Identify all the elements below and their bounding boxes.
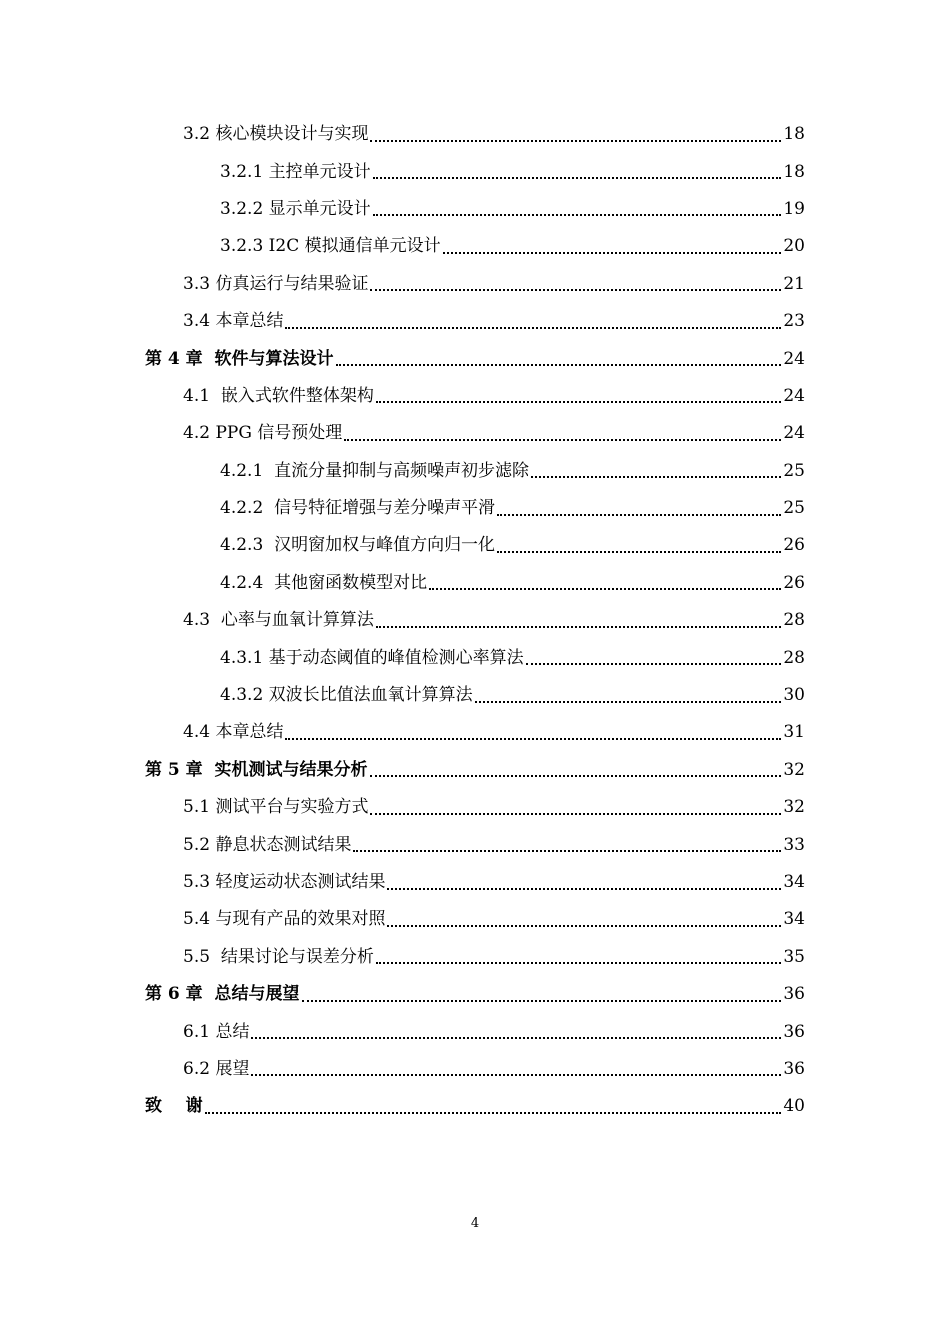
toc-entry-page: 24 [783, 423, 805, 444]
toc-entry[interactable] [0, 228, 950, 265]
toc-entry-page: 28 [783, 610, 805, 631]
toc-entry-page: 34 [783, 872, 805, 892]
toc-entry-title: 4.2 PPG 信号预处理 [183, 423, 343, 444]
toc-entry-page: 23 [783, 311, 805, 332]
toc-entry-title: 4.3.1 基于动态阈值的峰值检测心率算法 [220, 647, 524, 668]
toc-entry-title: 4.2.3 汉明窗加权与峰值方向归一化 [220, 535, 496, 556]
toc-entry-page: 25 [783, 498, 805, 519]
toc-dot-leader [373, 177, 782, 179]
toc-entry[interactable] [0, 639, 950, 676]
toc-entry-page: 26 [783, 572, 805, 593]
toc-entry-title: 6.1 总结 [183, 1021, 250, 1042]
toc-dot-leader [285, 738, 781, 740]
toc-entry[interactable] [0, 1013, 950, 1050]
toc-entry-title: 4.2.4 其他窗函数模型对比 [220, 572, 428, 593]
toc-entry-page: 19 [783, 198, 805, 219]
toc-entry-page: 32 [783, 797, 805, 818]
toc-dot-leader [205, 1112, 782, 1114]
toc-dot-leader [370, 289, 781, 291]
toc-dot-leader [336, 364, 782, 366]
toc-entry-title: 3.2 核心模块设计与实现 [183, 124, 369, 145]
toc-entry[interactable] [0, 901, 950, 938]
toc-entry-page: 25 [783, 460, 805, 481]
toc-entry[interactable] [0, 490, 950, 527]
toc-entry-title: 5.3 轻度运动状态测试结果 [183, 872, 386, 892]
toc-entry-title: 4.2.2 信号特征增强与差分噪声平滑 [220, 498, 496, 519]
toc-entry-title: 第 5 章 实机测试与结果分析 [145, 759, 368, 780]
toc-entry[interactable] [0, 976, 950, 1013]
toc-dot-leader [387, 888, 781, 890]
toc-entry-title: 3.4 本章总结 [183, 311, 284, 332]
toc-entry-title: 3.2.2 显示单元设计 [220, 198, 371, 219]
toc-entry-title: 5.5 结果讨论与误差分析 [183, 946, 374, 967]
toc-entry-title: 致 谢 [145, 1096, 203, 1117]
toc-entry[interactable] [0, 714, 950, 751]
toc-entry-title: 3.2.1 主控单元设计 [220, 161, 371, 182]
toc-entry-page: 33 [783, 834, 805, 855]
toc-dot-leader [302, 1000, 782, 1002]
toc-entry-title: 4.3.2 双波长比值法血氧计算算法 [220, 685, 473, 706]
toc-entry[interactable] [0, 565, 950, 602]
toc-dot-leader [251, 1074, 781, 1076]
toc-dot-leader [376, 962, 782, 964]
toc-dot-leader [376, 401, 782, 403]
toc-entry-page: 26 [783, 535, 805, 556]
toc-entry[interactable] [0, 378, 950, 415]
toc-entry-page: 21 [783, 273, 805, 294]
table-of-contents [0, 116, 950, 1126]
toc-entry-page: 36 [783, 1021, 805, 1042]
toc-dot-leader [497, 551, 781, 553]
toc-dot-leader [531, 476, 781, 478]
toc-entry-page: 20 [783, 236, 805, 257]
toc-entry-title: 第 4 章 软件与算法设计 [145, 348, 334, 369]
toc-entry-page: 18 [783, 124, 805, 145]
toc-dot-leader [497, 514, 781, 516]
toc-entry[interactable] [0, 153, 950, 190]
toc-dot-leader [443, 252, 782, 254]
toc-entry-page: 36 [783, 984, 805, 1005]
toc-entry-title: 3.2.3 I2C 模拟通信单元设计 [220, 236, 441, 257]
toc-entry-page: 24 [783, 385, 805, 406]
toc-dot-leader [526, 663, 782, 665]
toc-entry-title: 5.1 测试平台与实验方式 [183, 797, 369, 818]
toc-entry[interactable] [0, 939, 950, 976]
toc-entry-page: 18 [783, 161, 805, 182]
toc-dot-leader [251, 1037, 781, 1039]
toc-entry-page: 36 [783, 1058, 805, 1079]
toc-entry[interactable] [0, 826, 950, 863]
toc-entry-title: 4.4 本章总结 [183, 722, 284, 743]
toc-entry[interactable] [0, 864, 950, 901]
toc-entry-page: 28 [783, 647, 805, 668]
toc-dot-leader [370, 813, 781, 815]
toc-entry[interactable] [0, 1051, 950, 1088]
toc-entry[interactable] [0, 303, 950, 340]
toc-entry-page: 30 [783, 685, 805, 706]
toc-dot-leader [370, 775, 782, 777]
toc-dot-leader [376, 626, 782, 628]
toc-entry-page: 31 [783, 722, 805, 743]
toc-entry-title: 3.3 仿真运行与结果验证 [183, 273, 369, 294]
toc-dot-leader [370, 140, 781, 142]
toc-dot-leader [373, 214, 782, 216]
toc-entry-title: 4.2.1 直流分量抑制与高频噪声初步滤除 [220, 460, 530, 481]
toc-entry[interactable] [0, 1088, 950, 1125]
toc-dot-leader [475, 701, 782, 703]
toc-entry[interactable] [0, 191, 950, 228]
toc-entry[interactable] [0, 602, 950, 639]
toc-entry[interactable] [0, 340, 950, 377]
toc-entry-page: 24 [783, 348, 805, 369]
toc-entry[interactable] [0, 116, 950, 153]
toc-dot-leader [353, 850, 781, 852]
toc-entry-title: 4.3 心率与血氧计算算法 [183, 610, 374, 631]
toc-entry[interactable] [0, 789, 950, 826]
toc-entry-title: 5.2 静息状态测试结果 [183, 834, 352, 855]
toc-entry-page: 34 [783, 909, 805, 930]
toc-entry-page: 40 [783, 1096, 805, 1117]
toc-entry[interactable] [0, 527, 950, 564]
toc-entry[interactable] [0, 415, 950, 452]
toc-entry-title: 4.1 嵌入式软件整体架构 [183, 385, 374, 406]
toc-entry-title: 第 6 章 总结与展望 [145, 984, 300, 1005]
toc-dot-leader [285, 327, 781, 329]
toc-entry-title: 5.4 与现有产品的效果对照 [183, 909, 386, 930]
toc-dot-leader [387, 925, 781, 927]
toc-entry-page: 32 [783, 759, 805, 780]
toc-dot-leader [429, 588, 781, 590]
page-number: 4 [470, 1216, 480, 1231]
toc-entry-page: 35 [783, 946, 805, 967]
toc-entry[interactable] [0, 266, 950, 303]
toc-entry-title: 6.2 展望 [183, 1058, 250, 1079]
toc-dot-leader [344, 439, 781, 441]
toc-entry[interactable] [0, 453, 950, 490]
toc-entry[interactable] [0, 752, 950, 789]
toc-entry[interactable] [0, 677, 950, 714]
